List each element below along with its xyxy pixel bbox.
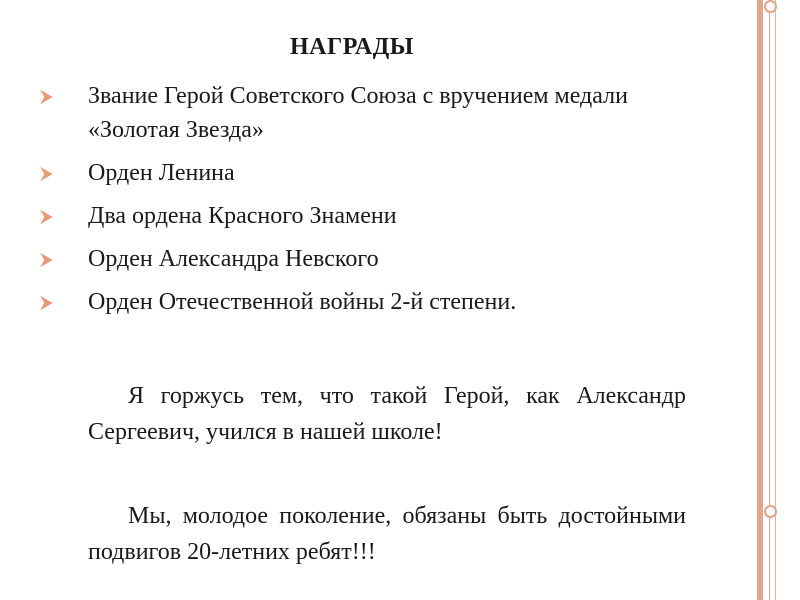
hollow-arrow-bullet-icon: ⮞ xyxy=(40,86,54,106)
list-item-label: Орден Ленина xyxy=(88,160,235,186)
hollow-arrow-bullet-icon: ⮞ xyxy=(40,206,54,226)
list-item xyxy=(40,156,700,190)
closing-paragraph: Мы, молодое поколение, обязаны быть достойными подвигов 20-летних ребят!!! xyxy=(88,503,686,565)
hollow-arrow-bullet-icon: ⮞ xyxy=(40,249,54,269)
list-item xyxy=(40,242,700,276)
hollow-arrow-bullet-icon: ⮞ xyxy=(40,292,54,312)
list-item-label: Два ордена Красного Знамени xyxy=(88,203,397,229)
list-item xyxy=(40,199,700,233)
list-item-label: Орден Александра Невского xyxy=(88,246,379,272)
list-item xyxy=(40,79,700,147)
hollow-arrow-bullet-icon: ⮞ xyxy=(40,163,54,183)
slide-title: НАГРАДЫ xyxy=(290,34,414,60)
decorative-ring-icon xyxy=(764,0,777,13)
list-item-label: Звание Герой Советского Союза с вручением медали «Золотая Звезда» xyxy=(88,83,628,143)
list-item-label: Орден Отечественной войны 2-й степени. xyxy=(88,289,517,315)
decorative-ring-icon xyxy=(764,505,777,518)
list-item xyxy=(40,285,700,319)
decorative-side-stripe xyxy=(757,0,763,600)
awards-list xyxy=(40,79,700,328)
closing-paragraph: Я горжусь тем, что такой Герой, как Александр Сергеевич, учился в нашей школе! xyxy=(88,383,686,445)
